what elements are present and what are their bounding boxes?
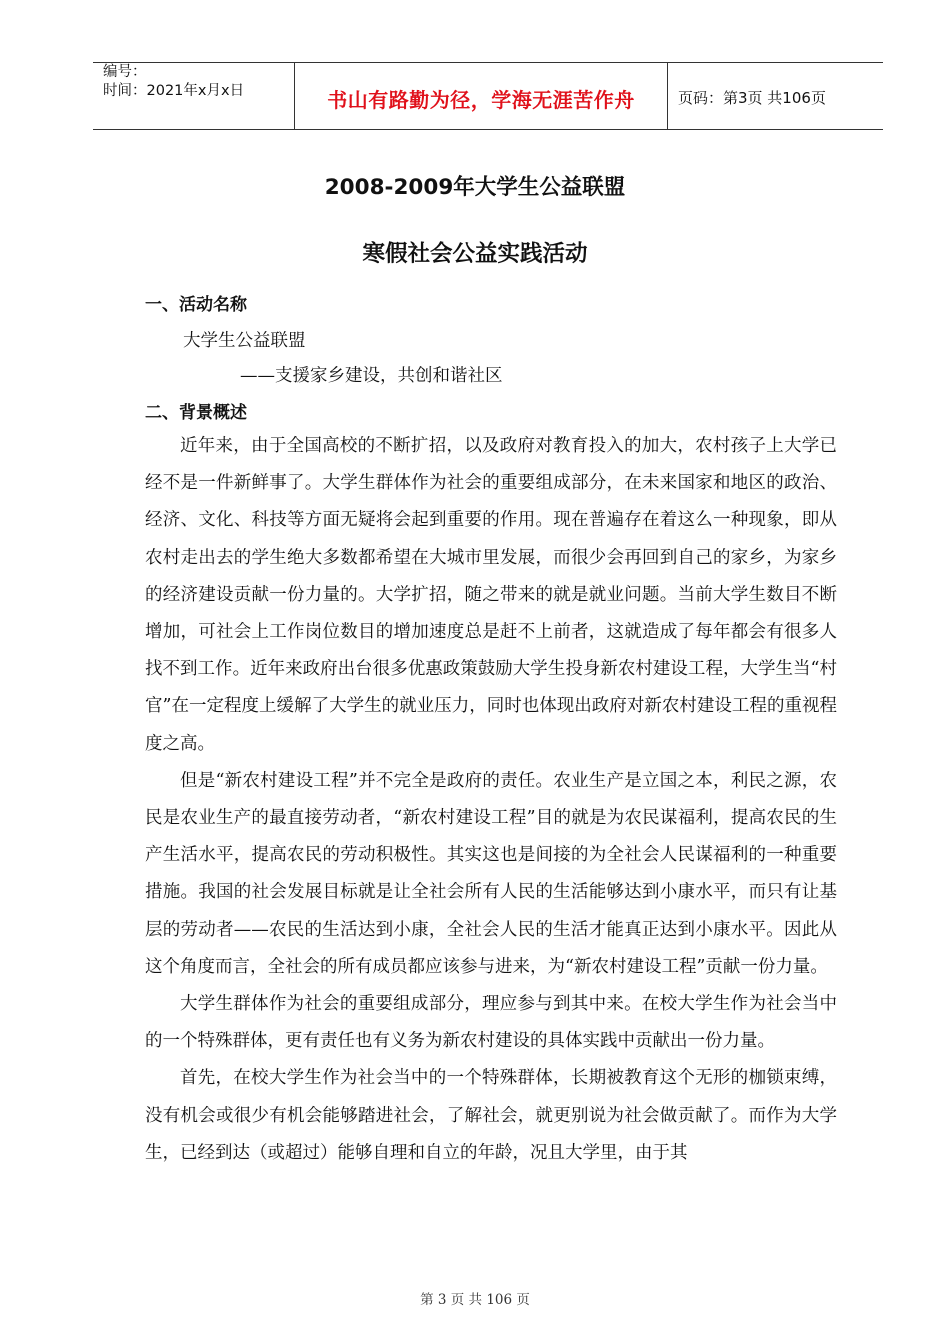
header-divider-right: [667, 62, 668, 129]
header-page-label: 页码：第3页 共106页: [678, 89, 826, 107]
activity-subtitle: ——支援家乡建设，共创和谐社区: [240, 366, 503, 386]
header-bottom-rule: [93, 129, 883, 130]
paragraph: 大学生群体作为社会的重要组成部分，理应参与到其中来。在校大学生作为社会当中的一个特殊群体，更有责任也有义务为新农村建设的具体实践中贡献出一份力量。: [145, 994, 837, 1052]
activity-name: 大学生公益联盟: [183, 331, 306, 351]
paragraph: 但是“新农村建设工程”并不完全是政府的责任。农业生产是立国之本，利民之源，农民是农业生产的最直接劳动者，“新农村建设工程”目的就是为农民谋福利，提高农民的生产生活水平，提高农民的劳动积极性。其实这也是间接的为全社会人民谋福利的一种重要措施。我国的社会发展目标就是让全社会所有人民的生活能够达到小康水平，而只有让基层的劳动者——农民的生活达到小康，全社会人民的生活才能真正达到小康水平。因此从这个角度而言，全社会的所有成员都应该参与进来，为“新农村建设工程”贡献一份力量。: [145, 770, 837, 977]
paragraph: 首先，在校大学生作为社会当中的一个特殊群体，长期被教育这个无形的枷锁束缚，没有机会或很少有机会能够踏进社会，了解社会，就更别说为社会做贡献了。而作为大学生，已经到达（或超过）能够自理和自立的年龄，况且大学里，由于其: [145, 1068, 837, 1163]
document-title-line1: 2008-2009年大学生公益联盟: [324, 175, 626, 200]
header-date-label: 时间：2021年x月x日: [103, 83, 245, 99]
header-motto: 书山有路勤为径，学海无涯苦作舟: [327, 88, 635, 112]
document-title-line2: 寒假社会公益实践活动: [362, 241, 588, 267]
header-meta: [103, 63, 244, 101]
header-number-label: 编号：: [103, 64, 147, 80]
paragraph: 近年来，由于全国高校的不断扩招，以及政府对教育投入的加大，农村孩子上大学已经不是一件新鲜事了。大学生群体作为社会的重要组成部分，在未来国家和地区的政治、经济、文化、科技等方面无疑将会起到重要的作用。现在普遍存在着这么一种现象，即从农村走出去的学生绝大多数都希望在大城市里发展，而很少会再回到自己的家乡，为家乡的经济建设贡献一份力量的。大学扩招，随之带来的就是就业问题。当前大学生数目不断增加，可社会上工作岗位数目的增加速度总是赶不上前者，这就造成了每年都会有很多人找不到工作。近年来政府出台很多优惠政策鼓励大学生投身新农村建设工程，大学生当“村官”在一定程度上缓解了大学生的就业压力，同时也体现出政府对新农村建设工程的重视程度之高。: [145, 436, 837, 754]
section2-heading: 二、背景概述: [145, 403, 247, 423]
page-footer: 第 3 页 共 106 页: [420, 1292, 530, 1308]
background-body: [145, 428, 837, 1172]
section1-heading: 一、活动名称: [145, 295, 247, 315]
